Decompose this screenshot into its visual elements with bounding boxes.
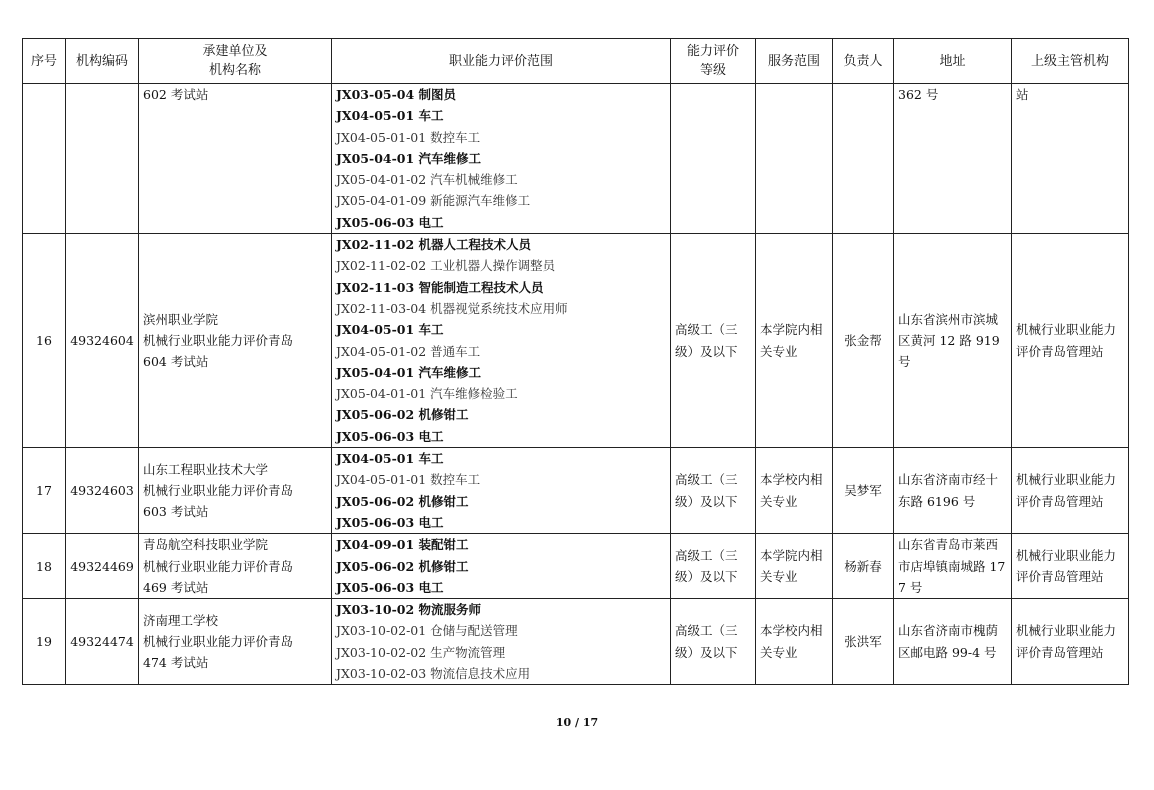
scope-occupation: JX05-06-03 电工 [336, 428, 444, 444]
cell-person: 张洪军 [833, 599, 894, 685]
scope-occupation: JX04-05-01 车工 [336, 108, 444, 124]
cell-service: 本学校内相关专业 [756, 448, 833, 534]
header-code: 机构编码 [66, 39, 139, 84]
cell-address: 山东省青岛市莱西市店埠镇南城路 177 号 [894, 534, 1012, 599]
unit-line: 山东工程职业技术大学 [143, 461, 269, 477]
scope-sub-occupation: JX03-10-02-02 生产物流管理 [336, 644, 506, 660]
scope-occupation: JX05-06-03 电工 [336, 579, 444, 595]
cell-superior: 站 [1012, 84, 1129, 234]
unit-line: 机械行业职业能力评价青岛 [143, 558, 294, 574]
scope-sub-occupation: JX03-10-02-01 仓储与配送管理 [336, 623, 518, 639]
cell-address: 山东省济南市经十东路 6196 号 [894, 448, 1012, 534]
scope-sub-occupation: JX04-05-01-02 普通车工 [336, 343, 481, 359]
scope-occupation: JX05-06-03 电工 [336, 214, 444, 230]
cell-address: 山东省济南市槐荫区邮电路 99-4 号 [894, 599, 1012, 685]
scope-occupation: JX04-09-01 装配钳工 [336, 537, 469, 553]
header-row [23, 39, 1129, 84]
cell-person: 吴梦军 [833, 448, 894, 534]
cell-scope [332, 534, 671, 599]
cell-seq: 18 [23, 534, 66, 599]
cell-superior: 机械行业职业能力评价青岛管理站 [1012, 234, 1129, 448]
table-row [23, 234, 1129, 448]
scope-occupation: JX04-05-01 车工 [336, 451, 444, 467]
table-body [23, 84, 1129, 685]
unit-line: 青岛航空科技职业学院 [143, 537, 269, 553]
cell-seq [23, 84, 66, 234]
cell-code [66, 84, 139, 234]
scope-sub-occupation: JX03-10-02-03 物流信息技术应用 [336, 666, 531, 682]
cell-level: 高级工（三级）及以下 [671, 599, 756, 685]
scope-occupation: JX02-11-02 机器人工程技术人员 [336, 237, 532, 253]
header-unit-line1: 承建单位及 [202, 44, 268, 59]
unit-line: 济南理工学校 [143, 612, 219, 628]
scope-occupation: JX04-05-01 车工 [336, 322, 444, 338]
scope-occupation: JX05-06-02 机修钳工 [336, 558, 469, 574]
unit-line: 474 考试站 [143, 655, 209, 671]
cell-person: 张金帮 [833, 234, 894, 448]
cell-address: 山东省滨州市滨城区黄河 12 路 919 号 [894, 234, 1012, 448]
scope-occupation: JX02-11-03 智能制造工程技术人员 [336, 279, 544, 295]
scope-sub-occupation: JX05-04-01-09 新能源汽车维修工 [336, 193, 531, 209]
unit-line: 机械行业职业能力评价青岛 [143, 482, 294, 498]
header-level-line2: 等级 [699, 63, 726, 78]
cell-code: 49324603 [66, 448, 139, 534]
cell-code: 49324469 [66, 534, 139, 599]
header-person: 负责人 [833, 39, 894, 84]
cell-unit [139, 234, 332, 448]
cell-seq: 16 [23, 234, 66, 448]
scope-occupation: JX03-05-04 制图员 [336, 87, 457, 102]
cell-level: 高级工（三级）及以下 [671, 448, 756, 534]
cell-code: 49324474 [66, 599, 139, 685]
cell-superior: 机械行业职业能力评价青岛管理站 [1012, 534, 1129, 599]
cell-person [833, 84, 894, 234]
scope-occupation: JX05-06-02 机修钳工 [336, 493, 469, 509]
cell-scope [332, 234, 671, 448]
header-scope: 职业能力评价范围 [332, 39, 671, 84]
header-unit-line2: 机构名称 [208, 63, 261, 78]
scope-occupation: JX05-06-02 机修钳工 [336, 407, 469, 423]
header-seq: 序号 [23, 39, 66, 84]
table-row [23, 448, 1129, 534]
cell-service: 本学院内相关专业 [756, 534, 833, 599]
cell-seq: 17 [23, 448, 66, 534]
scope-sub-occupation: JX04-05-01-01 数控车工 [336, 129, 481, 145]
scope-sub-occupation: JX04-05-01-01 数控车工 [336, 472, 481, 488]
cell-superior: 机械行业职业能力评价青岛管理站 [1012, 448, 1129, 534]
cell-superior: 机械行业职业能力评价青岛管理站 [1012, 599, 1129, 685]
header-service: 服务范围 [756, 39, 833, 84]
unit-line: 机械行业职业能力评价青岛 [143, 634, 294, 650]
table-row [23, 84, 1129, 234]
cell-scope [332, 599, 671, 685]
cell-person: 杨新春 [833, 534, 894, 599]
scope-sub-occupation: JX02-11-03-04 机器视觉系统技术应用师 [336, 300, 568, 316]
cell-code: 49324604 [66, 234, 139, 448]
header-address: 地址 [894, 39, 1012, 84]
scope-occupation: JX05-04-01 汽车维修工 [336, 150, 482, 166]
cell-service: 本学院内相关专业 [756, 234, 833, 448]
scope-sub-occupation: JX05-04-01-01 汽车维修检验工 [336, 386, 518, 402]
cell-level: 高级工（三级）及以下 [671, 534, 756, 599]
cell-unit [139, 534, 332, 599]
cell-unit [139, 448, 332, 534]
table-row [23, 599, 1129, 685]
institution-table [22, 38, 1129, 685]
cell-level [671, 84, 756, 234]
cell-address: 362 号 [894, 84, 1012, 234]
cell-unit [139, 84, 332, 234]
scope-occupation: JX05-06-03 电工 [336, 514, 444, 530]
cell-seq: 19 [23, 599, 66, 685]
unit-line: 604 考试站 [143, 354, 209, 370]
scope-occupation: JX05-04-01 汽车维修工 [336, 364, 482, 380]
cell-unit [139, 599, 332, 685]
header-unit [139, 39, 332, 84]
unit-line: 469 考试站 [143, 579, 209, 595]
cell-service [756, 84, 833, 234]
table-row [23, 534, 1129, 599]
header-level-line1: 能力评价 [686, 44, 739, 59]
page-number: 10 / 17 [555, 716, 599, 729]
cell-service: 本学校内相关专业 [756, 599, 833, 685]
unit-line: 机械行业职业能力评价青岛 [143, 332, 294, 348]
scope-sub-occupation: JX02-11-02-02 工业机器人操作调整员 [336, 258, 556, 274]
unit-line: 滨州职业学院 [143, 311, 219, 327]
scope-sub-occupation: JX05-04-01-02 汽车机械维修工 [336, 172, 518, 188]
unit-line: 603 考试站 [143, 504, 209, 520]
header-level [671, 39, 756, 84]
cell-scope [332, 84, 671, 234]
cell-level: 高级工（三级）及以下 [671, 234, 756, 448]
scope-occupation: JX03-10-02 物流服务师 [336, 602, 482, 618]
unit-line: 602 考试站 [143, 87, 209, 102]
header-superior: 上级主管机构 [1012, 39, 1129, 84]
cell-scope [332, 448, 671, 534]
